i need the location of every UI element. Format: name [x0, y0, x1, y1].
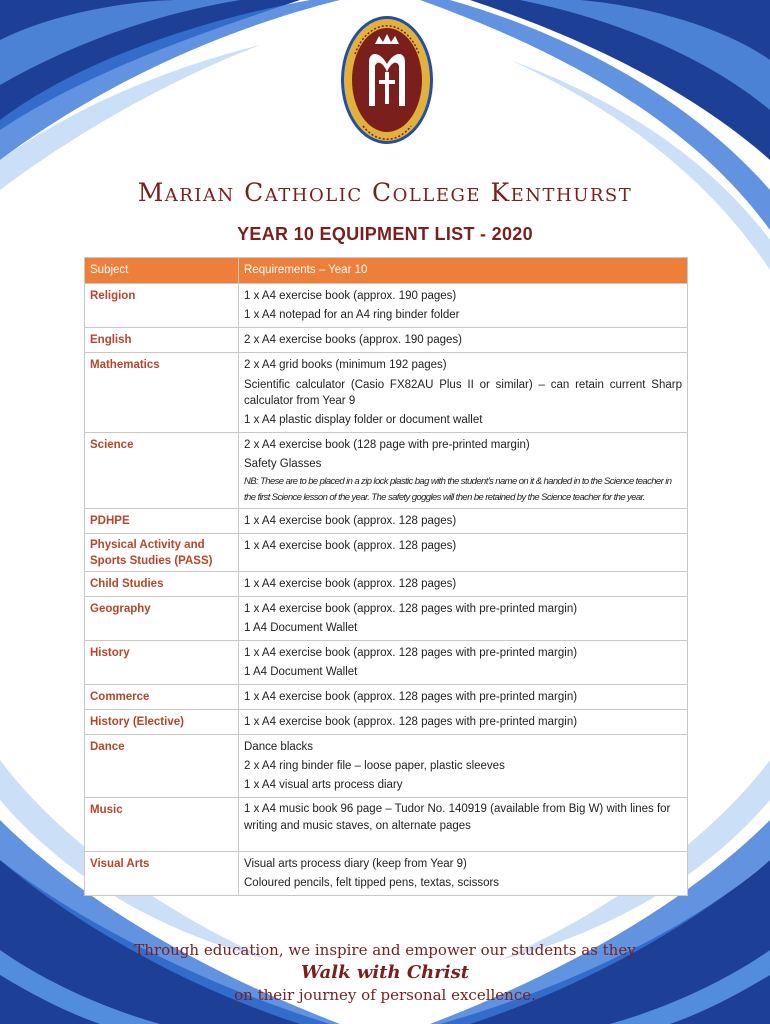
- subject-cell: Visual Arts: [85, 852, 239, 896]
- table-row-pass: [85, 534, 688, 572]
- requirements-cell: [239, 328, 688, 353]
- table-row-dance: [85, 735, 688, 798]
- table-row-child-studies: [85, 572, 688, 597]
- requirement-item: 2 x A4 exercise books (approx. 190 pages): [244, 334, 462, 346]
- table-row-religion: [85, 284, 688, 328]
- college-crest-logo: [339, 14, 435, 146]
- requirement-item: 1 x A4 music book 96 page – Tudor No. 140919 (available from Big W) with lines for writing and music staves, on alternate pages: [244, 803, 671, 832]
- subject-cell: Child Studies: [85, 572, 239, 597]
- requirement-item: 1 A4 Document Wallet: [244, 666, 358, 678]
- requirement-item: 1 x A4 exercise book (approx. 128 pages with pre-printed margin): [244, 691, 578, 703]
- subject-cell: Physical Activity and Sports Studies (PASS): [85, 534, 239, 572]
- table-header-row: [85, 258, 688, 284]
- subject-cell: Mathematics: [85, 353, 239, 433]
- subject-column-header: Subject: [85, 258, 239, 284]
- page-title: YEAR 10 EQUIPMENT LIST - 2020: [237, 224, 533, 244]
- requirements-cell: [239, 710, 688, 735]
- requirements-cell: [239, 735, 688, 798]
- footer-line-3: on their journey of personal excellence.: [234, 986, 536, 1004]
- requirement-item: Visual arts process diary (keep from Year 9): [244, 858, 467, 870]
- table-row-geography: [85, 597, 688, 641]
- table-row-history-elective: [85, 710, 688, 735]
- table-row-mathematics: [85, 353, 688, 433]
- requirements-cell: [239, 597, 688, 641]
- requirements-cell: [239, 433, 688, 509]
- table-row-music: [85, 798, 688, 852]
- table-row-english: [85, 328, 688, 353]
- science-note: NB: These are to be placed in a zip lock plastic bag with the student’s name on it & handed in to the Science teacher in the first Science lesson of the year. The safety goggles will then be retained by the Science teacher for the year.: [244, 476, 672, 503]
- requirements-cell: [239, 852, 688, 896]
- requirement-item: Coloured pencils, felt tipped pens, textas, scissors: [244, 877, 500, 889]
- requirement-item: 1 x A4 exercise book (approx. 190 pages): [244, 290, 457, 302]
- requirements-cell: [239, 798, 688, 852]
- subject-cell: Commerce: [85, 685, 239, 710]
- requirement-item: 1 A4 Document Wallet: [244, 622, 358, 634]
- footer-motto: Walk with Christ: [300, 962, 470, 983]
- subject-cell: History (Elective): [85, 710, 239, 735]
- requirement-item: 1 x A4 exercise book (approx. 128 pages): [244, 578, 457, 590]
- requirement-item: 2 x A4 exercise book (128 page with pre-printed margin): [244, 439, 530, 451]
- subject-cell: PDHPE: [85, 509, 239, 534]
- requirements-cell: [239, 353, 688, 433]
- requirement-item: Dance blacks: [244, 741, 314, 753]
- requirement-item: 1 x A4 exercise book (approx. 128 pages with pre-printed margin): [244, 716, 578, 728]
- table-row-commerce: [85, 685, 688, 710]
- requirement-item: 1 x A4 exercise book (approx. 128 pages with pre-printed margin): [244, 647, 578, 659]
- requirements-cell: [239, 534, 688, 572]
- requirement-item: 1 x A4 notepad for an A4 ring binder folder: [244, 309, 460, 321]
- requirement-item: 1 x A4 visual arts process diary: [244, 779, 403, 791]
- subject-cell: History: [85, 641, 239, 685]
- requirements-cell: [239, 284, 688, 328]
- subject-cell: Geography: [85, 597, 239, 641]
- table-row-science: [85, 433, 688, 509]
- college-name: Marian Catholic College Kenthurst: [137, 178, 633, 207]
- requirements-column-header: Requirements – Year 10: [239, 258, 688, 284]
- equipment-table: [84, 257, 688, 896]
- requirement-item: 2 x A4 ring binder file – loose paper, plastic sleeves: [244, 760, 505, 772]
- subject-cell: English: [85, 328, 239, 353]
- table-row-visual-arts: [85, 852, 688, 896]
- requirements-cell: [239, 685, 688, 710]
- subject-cell: Dance: [85, 735, 239, 798]
- requirement-item: 1 x A4 plastic display folder or document wallet: [244, 414, 483, 426]
- requirement-item: 1 x A4 exercise book (approx. 128 pages with pre-printed margin): [244, 603, 578, 615]
- requirements-cell: [239, 509, 688, 534]
- requirements-cell: [239, 572, 688, 597]
- requirement-item: 2 x A4 grid books (minimum 192 pages): [244, 359, 447, 371]
- table-row-pdhpe: [85, 509, 688, 534]
- footer-line-1: Through education, we inspire and empower our students as they: [134, 941, 636, 959]
- subject-cell: Music: [85, 798, 239, 852]
- subject-cell: Science: [85, 433, 239, 509]
- table-row-history: [85, 641, 688, 685]
- requirement-item: Safety Glasses: [244, 458, 322, 470]
- requirement-item: 1 x A4 exercise book (approx. 128 pages): [244, 540, 457, 552]
- requirements-cell: [239, 641, 688, 685]
- requirement-item: 1 x A4 exercise book (approx. 128 pages): [244, 515, 457, 527]
- subject-cell: Religion: [85, 284, 239, 328]
- requirement-item: Scientific calculator (Casio FX82AU Plus II or similar) – can retain current Sharp calculator from Year 9: [244, 379, 682, 407]
